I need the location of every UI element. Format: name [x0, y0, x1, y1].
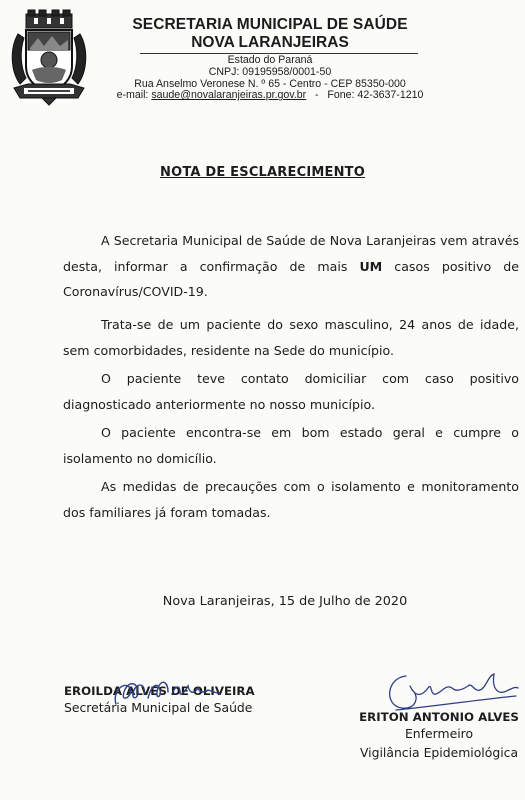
- signatory-left-name: EROILDA ALVES DE OLIVEIRA: [64, 684, 255, 698]
- paragraph-4: O paciente encontra-se em bom estado geral e cumpre o isolamento no domicílio.: [63, 425, 519, 466]
- letterhead-contact: [100, 90, 440, 102]
- signatory-right-role: Enfermeiro: [404, 726, 474, 741]
- letterhead-title: SECRETARIA MUNICIPAL DE SAÚDE: [132, 16, 408, 33]
- signatory-right-name: ERITON ANTONIO ALVES: [359, 710, 519, 724]
- letterhead-address: Rua Anselmo Veronese N. º 65 - Centro - CEP 85350-000: [134, 77, 406, 90]
- contact-separator: -: [315, 89, 319, 102]
- letterhead: [100, 16, 440, 102]
- signatory-left-role: Secretária Municipal de Saúde: [64, 700, 253, 715]
- paragraph-5: As medidas de precauções com o isolamento e monitoramento dos familiares já foram tomadas.: [63, 479, 519, 520]
- letterhead-cnpj: CNPJ: 09195958/0001-50: [208, 65, 332, 78]
- letterhead-municipality: NOVA LARANJEIRAS: [191, 34, 349, 51]
- paragraph-1-text-b: casos positivo de Coronavírus/COVID-19.: [63, 258, 519, 299]
- municipal-coat-of-arms-icon: [8, 8, 90, 108]
- handwritten-signature-left: [108, 670, 238, 714]
- date-line: Nova Laranjeiras, 15 de Julho de 2020: [162, 594, 408, 609]
- signatory-right-department: Vigilância Epidemiológica: [359, 745, 519, 760]
- handwritten-signature-right: [376, 666, 525, 716]
- paragraph-1-text-a: A Secretaria Municipal de Saúde de Nova Laranjeiras vem através desta, informar a confirmação de mais: [63, 233, 519, 274]
- paragraph-1: [63, 228, 519, 305]
- phone-number: Fone: 42-3637-1210: [327, 89, 424, 102]
- letterhead-state: Estado do Paraná: [227, 54, 313, 66]
- email-prefix: e-mail:: [116, 89, 152, 102]
- signature-block-left: [64, 684, 284, 717]
- signature-block-right: [354, 710, 524, 762]
- email-link[interactable]: saude@novalaranjeiras.pr.gov.br: [151, 89, 307, 102]
- paragraph-1-emphasis: UM: [359, 258, 383, 274]
- paragraph-3: O paciente teve contato domiciliar com caso positivo diagnosticado anteriormente no nosso município.: [63, 371, 519, 412]
- document-title: NOTA DE ESCLARECIMENTO: [160, 165, 365, 180]
- paragraph-2: Trata-se de um paciente do sexo masculino, 24 anos de idade, sem comorbidades, residente na Sede do município.: [63, 317, 519, 358]
